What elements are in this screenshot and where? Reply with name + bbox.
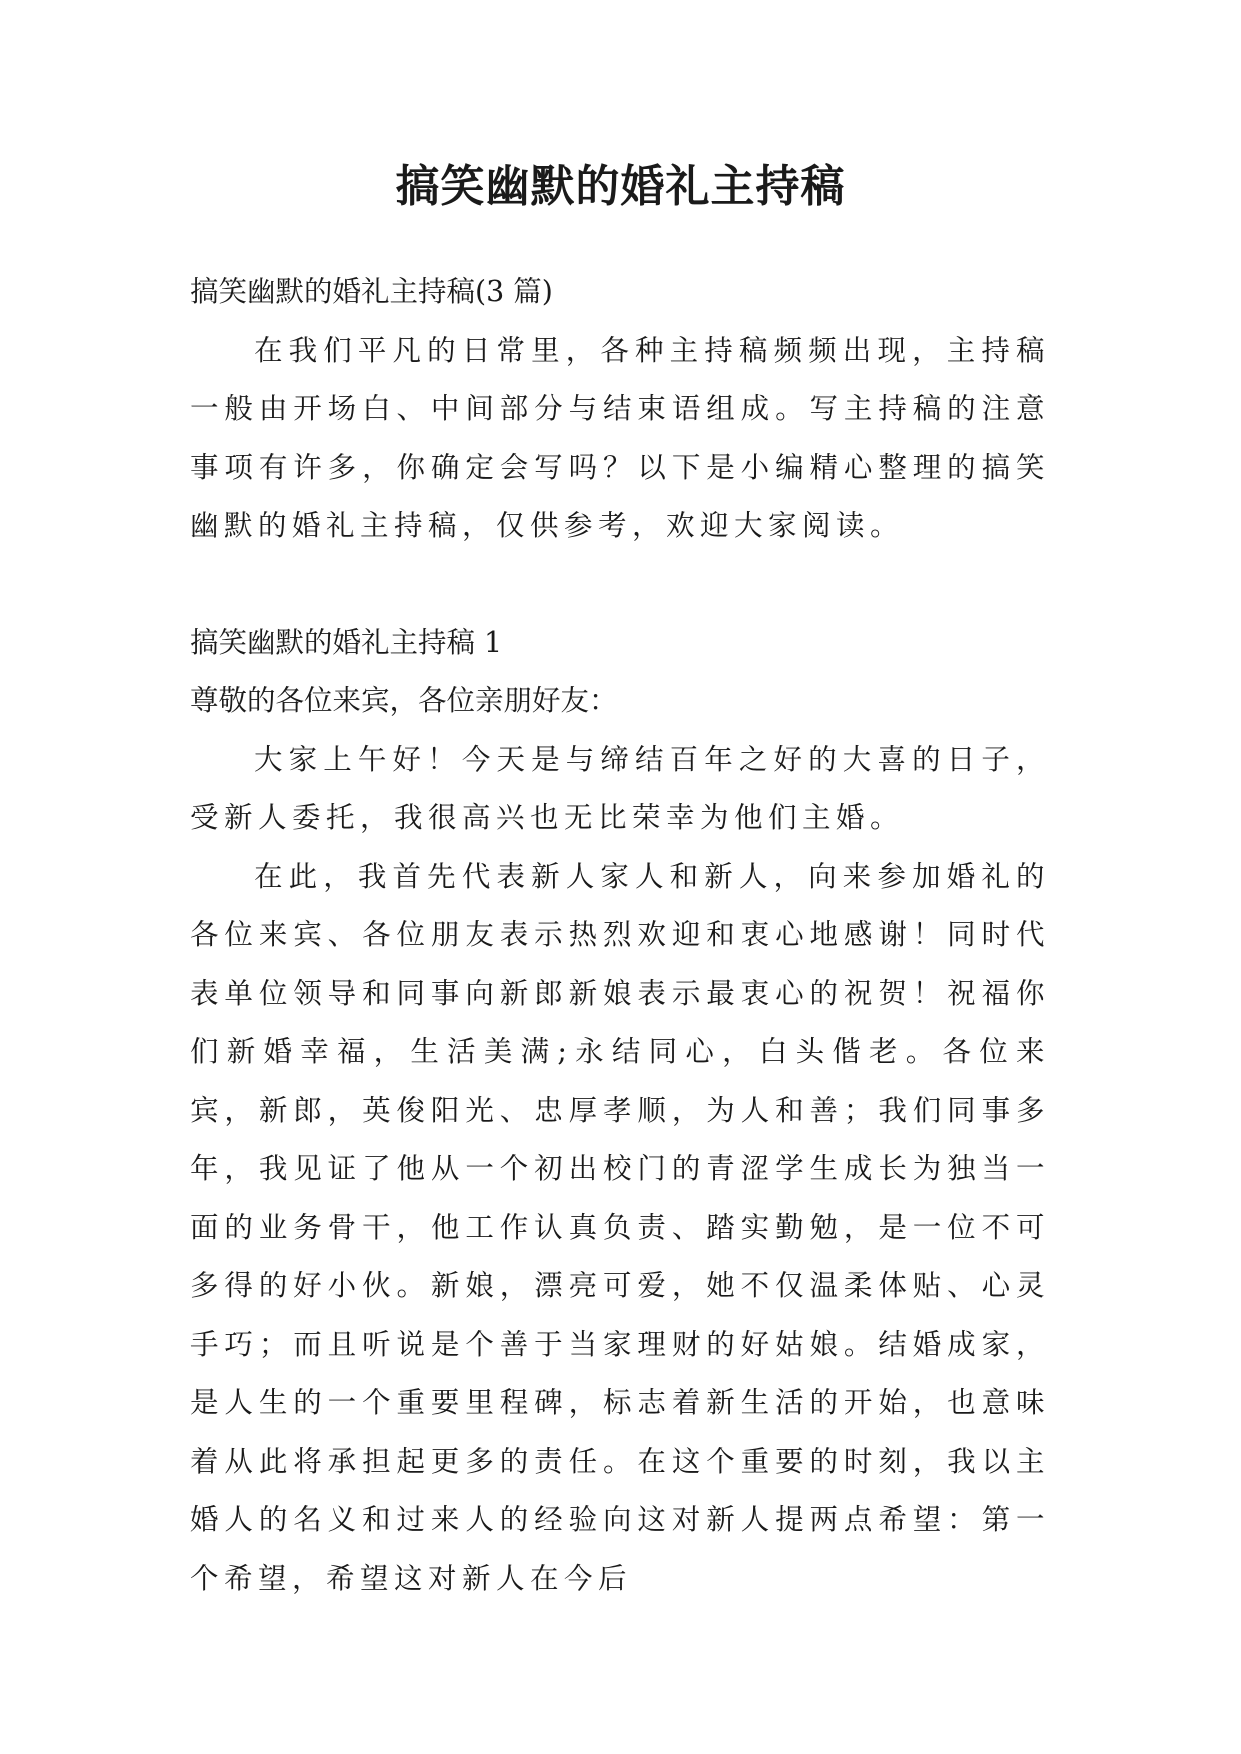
section-heading: 搞笑幽默的婚礼主持稿 1: [190, 625, 503, 659]
section-spacer: [190, 556, 1050, 614]
document-subtitle: 搞笑幽默的婚礼主持稿(3 篇): [190, 275, 553, 308]
body-paragraph-2: 在此，我首先代表新人家人和新人，向来参加婚礼的各位来宾、各位朋友表示热烈欢迎和衷心地感谢！同时代表单位领导和同事向新郎新娘表示最衷心的祝贺！祝福你们新婚幸福，生活美满;永结同心，白头偕老。各位来宾，新郎，英俊阳光、忠厚孝顺，为人和善；我们同事多年，我见证了他从一个初出校门的青涩学生成长为独当一面的业务骨干，他工作认真负责、踏实勤勉，是一位不可多得的好小伙。新娘，漂亮可爱，她不仅温柔体贴、心灵手巧；而且听说是个善于当家理财的好姑娘。结婚成家，是人生的一个重要里程碑，标志着新生活的开始，也意味着从此将承担起更多的责任。在这个重要的时刻，我以主婚人的名义和过来人的经验向这对新人提两点希望：第一个希望，希望这对新人在今后: [190, 859, 1050, 1595]
greeting-line: 尊敬的各位来宾，各位亲朋好友：: [190, 684, 618, 717]
intro-paragraph: 在我们平凡的日常里，各种主持稿频频出现，主持稿一般由开场白、中间部分与结束语组成。写主持稿的注意事项有许多，你确定会写吗？以下是小编精心整理的搞笑幽默的婚礼主持稿，仅供参考，欢迎大家阅读。: [190, 333, 1050, 542]
document-body: [190, 263, 1050, 1608]
body-paragraph-1: 大家上午好！今天是与缔结百年之好的大喜的日子，受新人委托，我很高兴也无比荣幸为他们主婚。: [190, 742, 1050, 834]
document-title: 搞笑幽默的婚礼主持稿: [395, 161, 846, 212]
